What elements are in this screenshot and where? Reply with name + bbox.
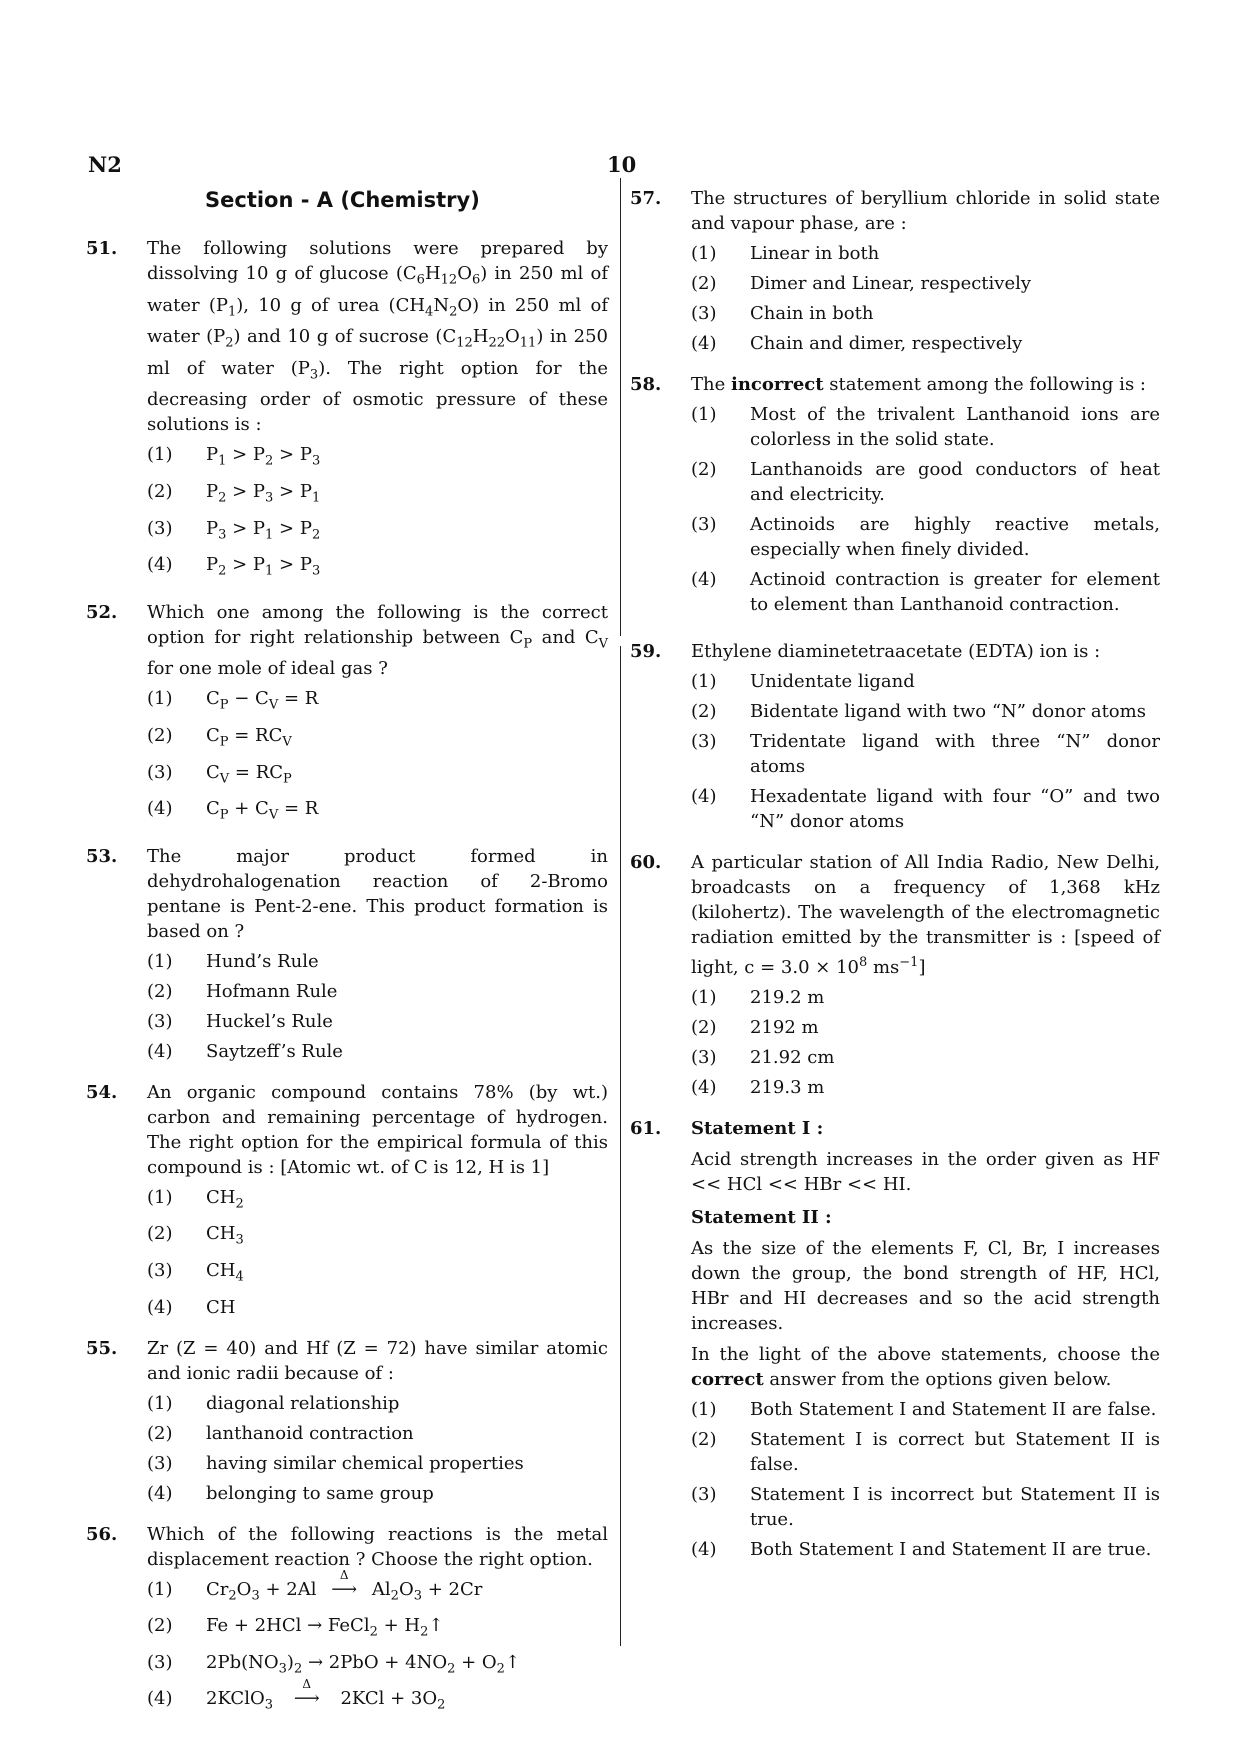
question-60	[630, 850, 1160, 1100]
left-column	[86, 236, 608, 1734]
option[interactable]: (2) $P_2 > P_3 > P_1$	[147, 480, 321, 506]
question-stem: Which one among the following is the correct option for right relationship between $C_P$ and $C_V$ for one mole of ideal gas ?	[147, 601, 609, 680]
question-stem: The major product formed in dehydrohalogenation reaction of 2-Bromo pentane is Pent-2-ene. This product formation is based on ?	[147, 845, 608, 942]
option[interactable]: (2) 2192 m	[691, 1017, 819, 1038]
question-stem: A particular station of All India Radio, New Delhi, broadcasts on a frequency of 1,368 kHz (kilohertz). The wavelength of the electromagnetic radiation emitted by the transmitter is : [speed of light, $c = 3.0 \times 10^8$ $ms^{-1}$]	[691, 852, 1160, 978]
column-divider	[620, 646, 621, 1646]
option[interactable]: (2) Hofmann Rule	[147, 980, 338, 1002]
option[interactable]: (1) Linear in both	[691, 243, 880, 264]
option[interactable]: (1) Both Statement I and Statement II are false.	[691, 1399, 1157, 1420]
question-number: 55.	[86, 1337, 118, 1359]
question-stem: The incorrect statement among the following is :	[691, 374, 1146, 395]
option[interactable]: (2) lanthanoid contraction	[147, 1422, 414, 1444]
question-53	[86, 844, 608, 1064]
question-stem: The following solutions were prepared by dissolving 10 g of glucose $(C_6H_{12}O_6)$ in 250 ml of water $(P_1)$, 10 g of urea $(CH_4N_2O)$ in 250 ml of water $(P_2)$ and 10 g of sucrose $(C_{12}H_{22}O_{11})$ in 250 ml of water $(P_3)$. The right option for the decreasing order of osmotic pressure of these solutions is :	[147, 238, 609, 436]
question-54	[86, 1080, 608, 1320]
option[interactable]: (4) CH	[147, 1296, 236, 1318]
option[interactable]: (3) Huckel’s Rule	[147, 1010, 333, 1032]
option[interactable]: (2) $CH_3$	[147, 1223, 244, 1248]
option[interactable]: (2) Bidentate ligand with two “N” donor atoms	[691, 701, 1146, 722]
question-57	[630, 186, 1160, 356]
option[interactable]: (2) $C_P = RC_V$	[147, 724, 292, 750]
option[interactable]: (1) $CH_2$	[147, 1186, 244, 1212]
option[interactable]: (3) Tridentate ligand with three “N” donor atoms	[691, 731, 1160, 777]
option[interactable]: (4) $C_P + C_V = R$	[147, 798, 319, 823]
question-stem: An organic compound contains 78% (by wt.) carbon and remaining percentage of hydrogen. The right option for the empirical formula of this compound is : [Atomic wt. of C is 12, H is 1]	[147, 1081, 608, 1178]
question-number: 54.	[86, 1081, 118, 1103]
option[interactable]: (3) 21.92 cm	[691, 1047, 835, 1068]
statement-1-text: Acid strength increases in the order given as HF << HCl << HBr << HI.	[691, 1149, 1160, 1195]
option[interactable]: (3) $2Pb(NO_3)_2 \to 2PbO + 4NO_2$ + $O_2↑$	[147, 1651, 521, 1677]
option[interactable]: (1) $P_1 > P_2 > P_3$	[147, 444, 321, 469]
option[interactable]: (3) Statement I is incorrect but Statement II is true.	[691, 1484, 1160, 1530]
question-number: 51.	[86, 238, 118, 259]
question-number: 57.	[630, 188, 662, 209]
question-stem: The structures of beryllium chloride in solid state and vapour phase, are :	[691, 188, 1160, 234]
option[interactable]: (4) Chain and dimer, respectively	[691, 333, 1023, 354]
option[interactable]: (1) $Cr_2O_3 + 2Al$ Δ ⟶ $Al_2O_3 + 2Cr$	[147, 1577, 608, 1609]
option[interactable]: (1) diagonal relationship	[147, 1392, 400, 1414]
section-title: Section - A (Chemistry)	[205, 188, 480, 212]
question-stem: Ethylene diaminetetraacetate (EDTA) ion is :	[691, 641, 1101, 662]
option[interactable]: (3) Chain in both	[691, 303, 874, 324]
option[interactable]: (3) $P_3 > P_1 > P_2$	[147, 517, 321, 543]
option[interactable]: (3) Actinoids are highly reactive metals, especially when finely divided.	[691, 514, 1160, 560]
question-stem: Zr (Z = 40) and Hf (Z = 72) have similar atomic and ionic radii because of :	[147, 1337, 608, 1384]
option[interactable]: (1) 219.2 m	[691, 987, 825, 1008]
option[interactable]: (2) Lanthanoids are good conductors of heat and electricity.	[691, 459, 1160, 505]
delta-symbol: Δ	[302, 1677, 312, 1692]
statement-2-text: As the size of the elements F, Cl, Br, I increases down the group, the bond strength of HF, HCl, HBr and HI decreases and so the acid strength increases.	[691, 1238, 1160, 1334]
delta-symbol: Δ	[339, 1567, 349, 1582]
question-55	[86, 1336, 608, 1506]
question-number: 60.	[630, 852, 662, 873]
right-column	[630, 186, 1160, 1578]
option[interactable]: (1) Hund’s Rule	[147, 950, 319, 972]
option[interactable]: (2) Fe + 2HCl → FeCl$_2$ + $H_2↑$	[147, 1615, 444, 1640]
question-number: 53.	[86, 845, 118, 867]
instruction: In the light of the above statements, choose the correct answer from the options given below.	[691, 1344, 1160, 1390]
page-number: 10	[607, 152, 637, 177]
option[interactable]: (4) $P_2 > P_1 > P_3$	[147, 554, 321, 579]
option[interactable]: (1) Unidentate ligand	[691, 671, 915, 692]
question-59	[630, 639, 1160, 834]
option[interactable]: (4) 2KClO$_3$ Δ ⟶ $2KCl + 3O_2$	[147, 1686, 608, 1718]
question-number: 58.	[630, 374, 662, 395]
option[interactable]: (4) Saytzeff’s Rule	[147, 1040, 343, 1062]
question-61	[630, 1116, 1160, 1562]
option[interactable]: (1) Most of the trivalent Lanthanoid ions are colorless in the solid state.	[691, 404, 1160, 450]
question-52	[86, 600, 608, 828]
question-stem: Which of the following reactions is the metal displacement reaction ? Choose the right option.	[147, 1523, 608, 1570]
option[interactable]: (3) $C_V = RC_P$	[147, 761, 292, 787]
option[interactable]: (4) Both Statement I and Statement II are true.	[691, 1539, 1152, 1560]
question-58	[630, 372, 1160, 617]
statement-1-label: Statement I :	[691, 1118, 824, 1139]
option[interactable]: (1) $C_P - C_V = R$	[147, 688, 319, 713]
column-divider	[620, 178, 621, 636]
option[interactable]: (3) $CH_4$	[147, 1259, 244, 1285]
option[interactable]: (3) having similar chemical properties	[147, 1452, 524, 1474]
option[interactable]: (4) belonging to same group	[147, 1482, 434, 1504]
question-51	[86, 236, 608, 584]
question-number: 59.	[630, 641, 662, 662]
question-number: 52.	[86, 601, 118, 623]
question-56	[86, 1522, 608, 1718]
statement-2-label: Statement II :	[691, 1207, 832, 1228]
paper-code: N2	[88, 152, 122, 177]
option[interactable]: (2) Statement I is correct but Statement II is false.	[691, 1429, 1160, 1475]
option[interactable]: (4) Actinoid contraction is greater for element to element than Lanthanoid contraction.	[691, 569, 1160, 615]
option[interactable]: (2) Dimer and Linear, respectively	[691, 273, 1032, 294]
option[interactable]: (4) Hexadentate ligand with four “O” and two “N” donor atoms	[691, 786, 1160, 832]
question-number: 56.	[86, 1523, 118, 1545]
question-number: 61.	[630, 1118, 662, 1139]
option[interactable]: (4) 219.3 m	[691, 1077, 825, 1098]
